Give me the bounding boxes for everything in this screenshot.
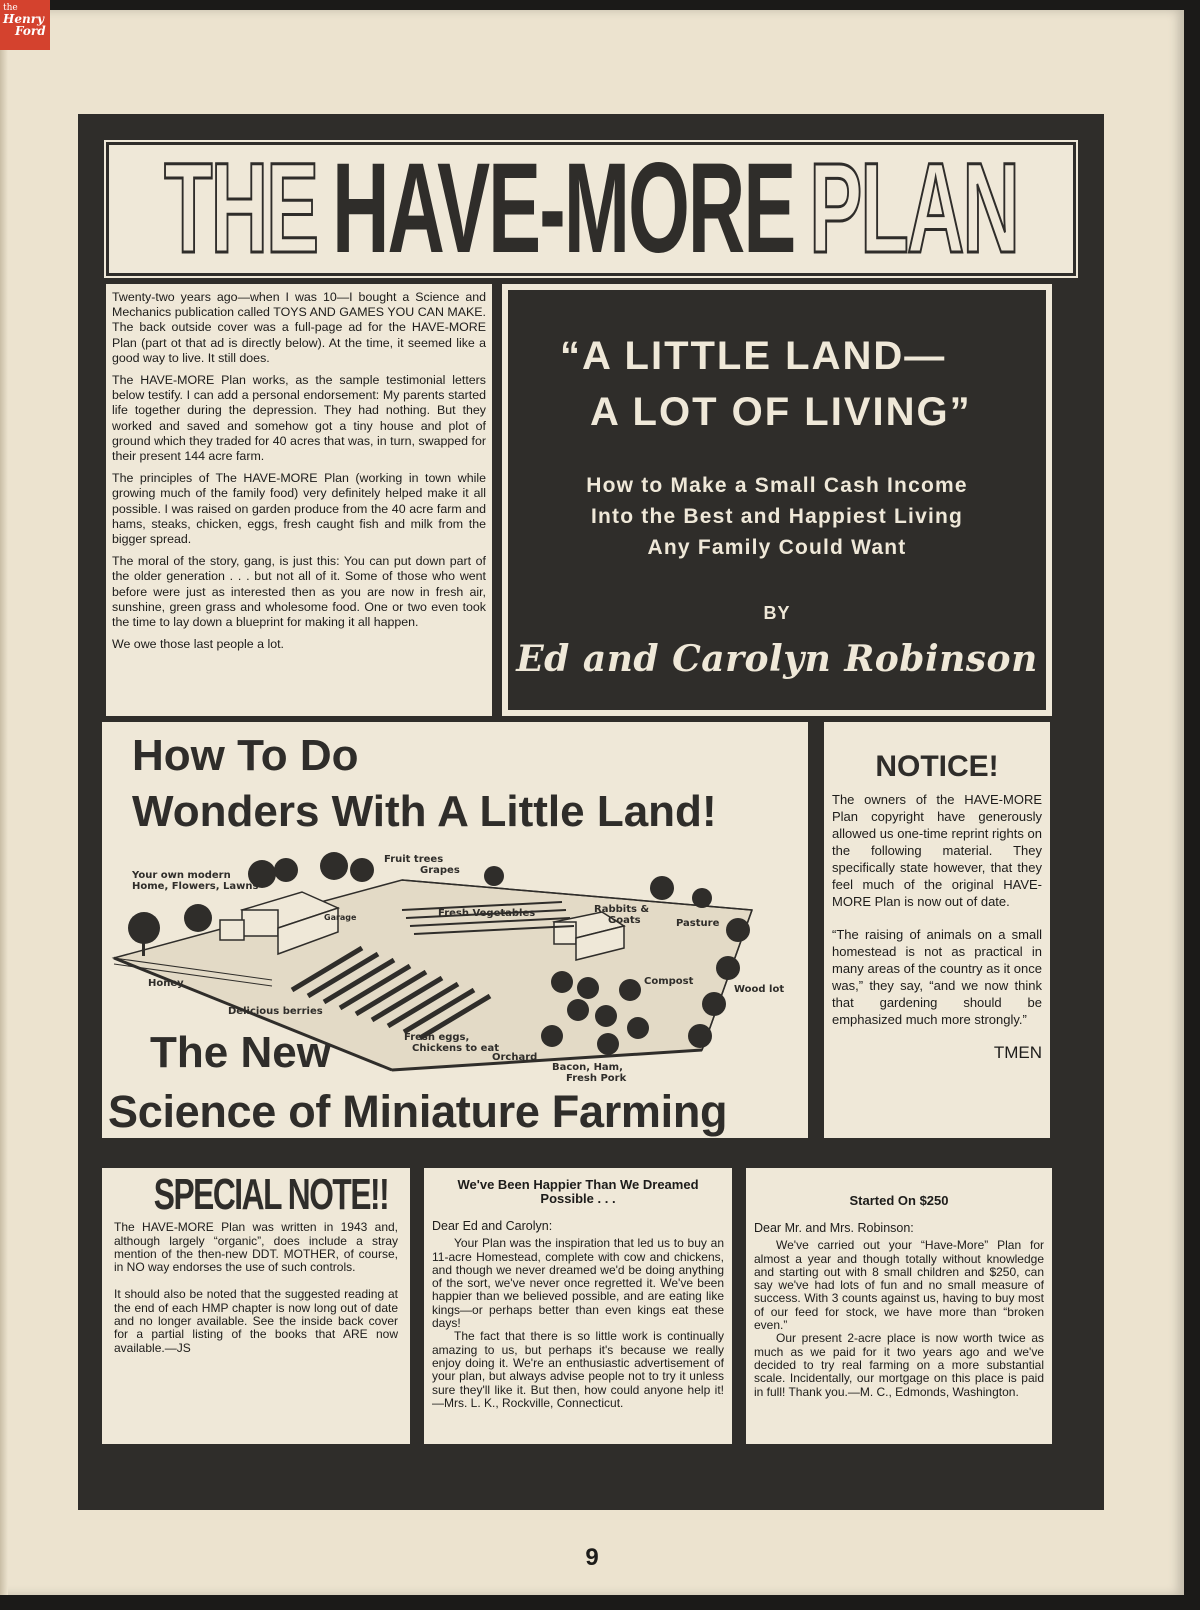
- subtitle-line: Any Family Could Want: [647, 536, 907, 559]
- miniature-farming-ad: [102, 722, 808, 1138]
- letter-title: Started On $250: [849, 1193, 949, 1208]
- subtitle-line: How to Make a Small Cash Income: [586, 474, 968, 497]
- letter-paragraph: The fact that there is so little work is continually amazing to us, but perhaps it's because we really enjoy doing it. We're an enthusiastic advertisement of your plan, but always advise people not to try it unless sure they'll like it. But then, how could anyone help it!—Mrs. L. K., Rockville, Connecticut.: [432, 1329, 724, 1410]
- title-part-have-more: HAVE-MORE: [332, 142, 795, 276]
- ad-subheading: The New: [150, 1028, 331, 1077]
- special-note-title: SPECIAL NOTE!!: [153, 1170, 389, 1219]
- label-orchard: Orchard: [492, 1052, 538, 1063]
- notice-paragraph: “The raising of animals on a small homestead is not as practical in many areas of the country as it once was,” they say, “and we now think that gardening should be emphasized much more strongly.”: [832, 927, 1042, 1027]
- notice-box: [824, 722, 1050, 1138]
- magazine-page: [0, 10, 1184, 1595]
- special-note-paragraph: The HAVE-MORE Plan was written in 1943 and, although largely “organic”, does include a stray mention of the then-new DDT. MOTHER, of course, in NO way endorses the use of such controls.: [114, 1220, 398, 1275]
- notice-signature: TMEN: [993, 1043, 1042, 1062]
- page-number: 9: [585, 1544, 599, 1571]
- label-garage: Garage: [324, 913, 357, 922]
- notice-title: NOTICE!: [875, 750, 999, 783]
- main-title: [106, 142, 1076, 276]
- label-pasture: Pasture: [676, 918, 720, 929]
- author-names: Ed and Carolyn Robinson: [516, 638, 1038, 680]
- letter-paragraph: We've carried out your “Have-More” Plan for almost a year and though totally without knowledge and starting out with 8 small children and $250, can say we've had lots of fun and no small measure of success. With 3 counts against us, having to buy most of our feed for stock, we have more than “broken even.”: [754, 1238, 1044, 1333]
- intro-paragraph: The moral of the story, gang, is just this: You can put down part of the older generation . . . but not all of it. Some of those who went before were just as interested then as you are now in fresh air, sunshine, green grass and wholesome food. One or two even took the time to lay down a blueprint for making it all happen.: [112, 554, 486, 630]
- ad-subheading: Science of Miniature Farming: [108, 1086, 728, 1137]
- slogan-panel: [502, 284, 1052, 716]
- letter-paragraph: Your Plan was the inspiration that led us to buy an 11-acre Homestead, complete with cow and chickens, and though we never dreamed we'd be doing anything of the sort, we've never once regretted it. We've been happier than we believed possible, and are eating like kings—or perhaps better than even kings eat these days!: [432, 1236, 724, 1331]
- intro-paragraph: The HAVE-MORE Plan works, as the sample testimonial letters below testify. I can add a personal endorsement: My parents started life together during the depression. They had nothing. But they worked and saved and somehow got a tiny house and plot of ground which they traded for 40 acres that was, in turn, swapped for their present 144 acre farm.: [112, 373, 486, 464]
- label-fruit-trees: Fruit trees Grapes: [384, 854, 460, 876]
- ad-heading: [132, 728, 717, 840]
- letter-salutation: Dear Mr. and Mrs. Robinson:: [754, 1221, 914, 1235]
- label-compost: Compost: [644, 976, 694, 987]
- label-honey: Honey: [148, 978, 184, 989]
- byline-label: BY: [763, 603, 791, 623]
- testimonial-letter: [424, 1168, 732, 1444]
- intro-paragraph: The principles of The HAVE-MORE Plan (working in town while growing much of the family food) very definitely helped make it all possible. I was raised on garden produce from the 40 acre farm and hams, steaks, chicken, eggs, fresh caught fish and milk from the bigger spread.: [112, 471, 486, 547]
- letter-salutation: Dear Ed and Carolyn:: [432, 1219, 553, 1233]
- ad-heading-line: Wonders With A Little Land!: [132, 787, 717, 836]
- slogan-box: [508, 290, 1046, 710]
- label-home: Your own modern Home, Flowers, Lawns: [132, 870, 259, 892]
- page-gutter: [0, 10, 8, 1595]
- special-note-box: [102, 1168, 410, 1444]
- label-berries: Delicious berries: [228, 1006, 323, 1017]
- letter-paragraph: Our present 2-acre place is now worth twice as much as we paid for it two years ago and we've decided to try real farming on a more substantial scale. Incidentally, our mortgage on this place is paid in full! Thank you.—M. C., Edmonds, Washington.: [754, 1331, 1044, 1399]
- title-part-plan: PLAN: [809, 142, 1018, 276]
- testimonial-letter: [746, 1168, 1052, 1444]
- label-eggs: Fresh eggs, Chickens to eat: [404, 1032, 499, 1054]
- slogan-subtitle: [508, 470, 1046, 563]
- intro-paragraph: Twenty-two years ago—when I was 10—I bought a Science and Mechanics publication called TOYS AND GAMES YOU CAN MAKE. The back outside cover was a full-page ad for the HAVE-MORE Plan (part ot that ad is directly below). At the time, it seemed like a good way to live. It still does.: [112, 290, 486, 365]
- letter-title: We've Been Happier Than We Dreamed Possible . . .: [457, 1177, 699, 1206]
- label-rabbits: Rabbits & Goats: [594, 904, 650, 926]
- label-wood-lot: Wood lot: [734, 984, 785, 995]
- intro-column: [106, 284, 492, 716]
- slogan-line: “A LITTLE LAND—: [560, 334, 947, 378]
- title-part-the: THE: [164, 142, 318, 276]
- ad-heading-line: How To Do: [132, 731, 359, 780]
- notice-paragraph: The owners of the HAVE-MORE Plan copyright have generously allowed us one-time reprint rights on the following material. They specifically state however, that they feel much of the original HAVE-MORE Plan is now out of date.: [832, 792, 1042, 909]
- label-bacon: Bacon, Ham, Fresh Pork: [552, 1062, 627, 1084]
- intro-paragraph: We owe those last people a lot.: [112, 637, 284, 652]
- special-note-paragraph: It should also be noted that the suggested reading at the end of each HMP chapter is now long out of date and no longer available. See the inside back cover for a partial listing of the books that ARE now available.—JS: [114, 1287, 398, 1355]
- label-vegetables: Fresh Vegetables: [438, 908, 536, 919]
- slogan-line: A LOT OF LIVING”: [590, 390, 972, 434]
- article-frame: [78, 114, 1104, 1510]
- subtitle-line: Into the Best and Happiest Living: [590, 505, 964, 528]
- henry-ford-logo: the Henry Ford: [0, 0, 50, 50]
